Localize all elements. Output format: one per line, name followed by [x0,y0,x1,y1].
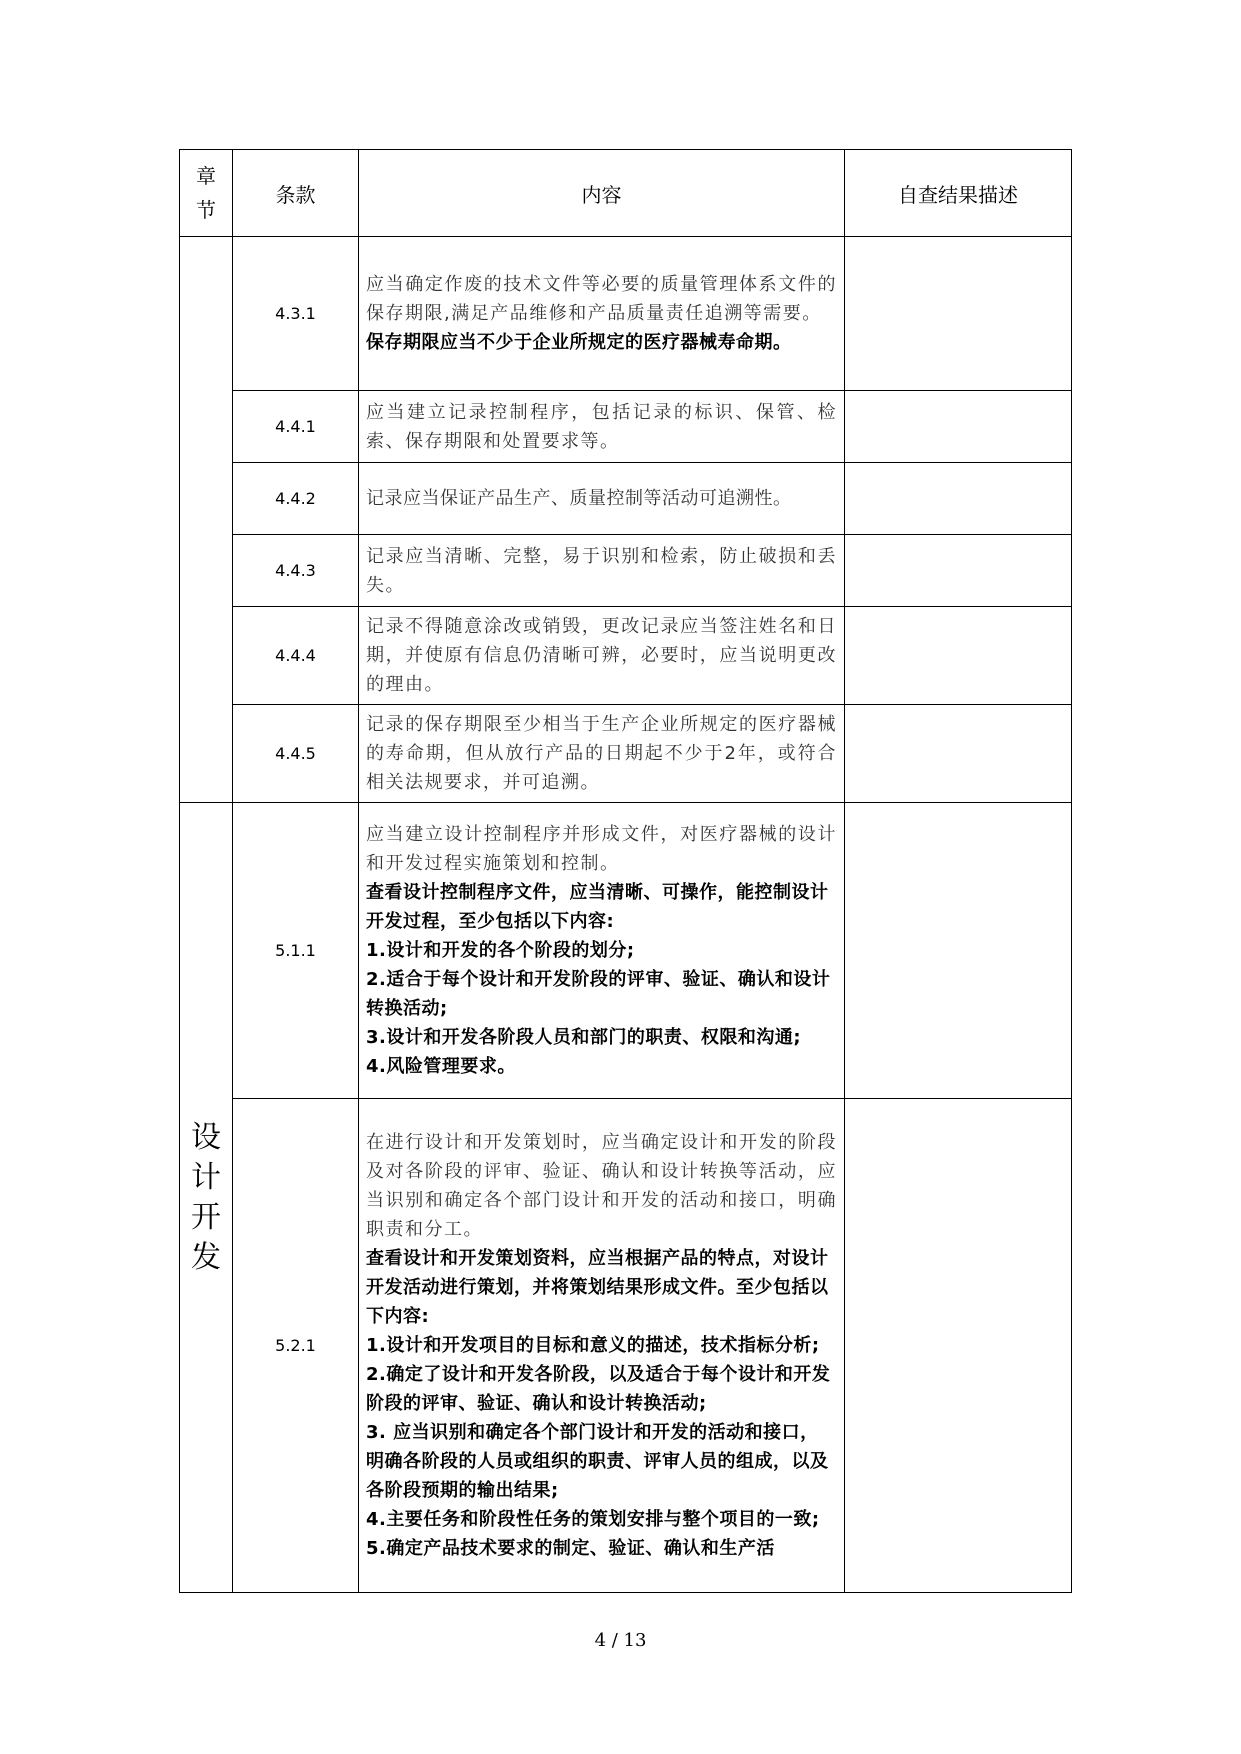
content-cell [359,463,845,535]
clause-cell: 4.4.2 [233,463,359,535]
table-row [180,1099,1072,1593]
header-chapter-label: 章节 [196,164,216,222]
content-bold-text: 3. 应当识别和确定各个部门设计和开发的活动和接口，明确各阶段的人员或组织的职责、评审人员的组成，以及各阶段预期的输出结果; [366,1422,829,1501]
table-row [180,237,1072,391]
clause-cell: 5.1.1 [233,803,359,1099]
clause-cell: 4.3.1 [233,237,359,391]
clause-cell: 5.2.1 [233,1099,359,1593]
content-text: 记录不得随意涂改或销毁，更改记录应当签注姓名和日期，并使原有信息仍清晰可辨，必要时，应当说明更改的理由。 [366,616,837,695]
content-text: 记录应当保证产品生产、质量控制等活动可追溯性。 [366,488,792,509]
content-bold-text: 3.设计和开发各阶段人员和部门的职责、权限和沟通; [366,1027,802,1048]
table-row [180,463,1072,535]
content-text: 应当确定作废的技术文件等必要的质量管理体系文件的保存期限,满足产品维修和产品质量责任追溯等需要。 [366,274,837,324]
header-result: 自查结果描述 [845,150,1072,237]
header-chapter [180,150,233,237]
content-bold-text: 4.风险管理要求。 [366,1056,516,1077]
header-clause: 条款 [233,150,359,237]
result-cell[interactable] [845,391,1072,463]
content-cell [359,607,845,705]
content-bold-text: 查看设计控制程序文件，应当清晰、可操作，能控制设计开发过程，至少包括以下内容: [366,882,829,932]
chapter-cell-blank [180,237,233,803]
content-bold-text: 2.确定了设计和开发各阶段，以及适合于每个设计和开发阶段的评审、验证、确认和设计转换活动; [366,1364,831,1414]
clause-cell: 4.4.5 [233,705,359,803]
result-cell[interactable] [845,463,1072,535]
page-number: 4 / 13 [594,1630,647,1651]
clause-cell: 4.4.1 [233,391,359,463]
header-content: 内容 [359,150,845,237]
table-row [180,535,1072,607]
content-cell [359,237,845,391]
content-cell [359,705,845,803]
clause-cell: 4.4.3 [233,535,359,607]
table-row [180,705,1072,803]
content-bold-text: 2.适合于每个设计和开发阶段的评审、验证、确认和设计转换活动; [366,969,831,1019]
content-cell [359,803,845,1099]
content-text: 应当建立设计控制程序并形成文件，对医疗器械的设计和开发过程实施策划和控制。 [366,824,837,874]
self-check-table [179,149,1072,1593]
result-cell[interactable] [845,237,1072,391]
chapter-cell-design [180,803,233,1593]
content-bold-text: 5.确定产品技术要求的制定、验证、确认和生产活 [366,1538,775,1559]
table-row [180,607,1072,705]
chapter-design-label: 设计开发 [191,1119,221,1275]
table-row [180,803,1072,1099]
result-cell[interactable] [845,607,1072,705]
content-text: 记录的保存期限至少相当于生产企业所规定的医疗器械的寿命期，但从放行产品的日期起不少于2年，或符合相关法规要求，并可追溯。 [366,714,837,793]
table-row [180,391,1072,463]
content-cell [359,391,845,463]
content-text: 在进行设计和开发策划时，应当确定设计和开发的阶段及对各阶段的评审、验证、确认和设计转换等活动，应当识别和确定各个部门设计和开发的活动和接口，明确职责和分工。 [366,1132,837,1240]
table-header-row [180,150,1072,237]
content-text: 应当建立记录控制程序，包括记录的标识、保管、检索、保存期限和处置要求等。 [366,401,837,452]
content-bold-text: 查看设计和开发策划资料，应当根据产品的特点，对设计开发活动进行策划，并将策划结果形成文件。至少包括以下内容: [366,1248,829,1327]
content-cell [359,535,845,607]
result-cell[interactable] [845,535,1072,607]
result-cell[interactable] [845,803,1072,1099]
content-cell [359,1099,845,1593]
result-cell[interactable] [845,1099,1072,1593]
clause-cell: 4.4.4 [233,607,359,705]
result-cell[interactable] [845,705,1072,803]
content-bold-text: 4.主要任务和阶段性任务的策划安排与整个项目的一致; [366,1509,820,1530]
content-text: 记录应当清晰、完整，易于识别和检索，防止破损和丢失。 [366,545,837,596]
content-bold-text: 保存期限应当不少于企业所规定的医疗器械寿命期。 [366,332,792,353]
content-bold-text: 1.设计和开发的各个阶段的划分; [366,940,635,961]
content-bold-text: 1.设计和开发项目的目标和意义的描述，技术指标分析; [366,1335,820,1356]
